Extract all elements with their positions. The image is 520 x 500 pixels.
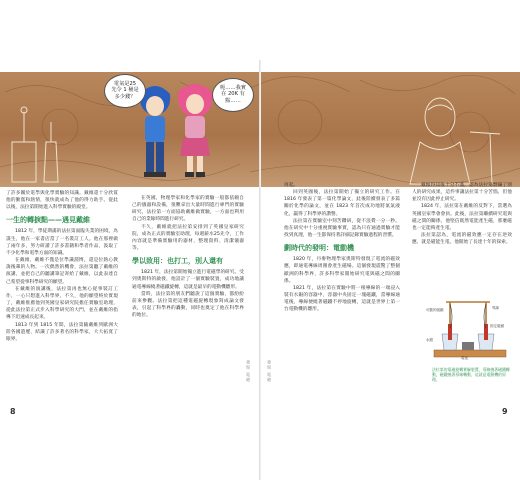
text-column-1 <box>6 190 118 343</box>
page-number-left: 8 <box>10 407 16 416</box>
paragraph: 1813 年到 1815 年間，法拉第隨戴維到歐洲大陸各國遊歷，結識了許多著名的科學家，大大拓寬了眼界。 <box>6 322 118 342</box>
girl-character <box>178 84 213 177</box>
paragraph: 回到英國後，法拉第開始了獨立的研究工作。在 1816 年發表了第一篇化學論文，此後陸續發表了多篇關於化學的論文，並在 1823 年首次成功地將氯氣液化，贏得了科學界的讚譽。 <box>284 190 400 217</box>
section-heading: 劃時代的發明：電動機 <box>284 244 354 253</box>
bubble-text: 點…… <box>225 97 241 104</box>
bubble-text: 在 20K 有 <box>221 91 245 98</box>
diagram-label: 電池 <box>461 356 468 360</box>
paragraph: 法拉第認為，電流的磁效應一定存在逆效應，就是磁能生電。他開始了長達十年的探索。 <box>412 233 512 246</box>
bubble-text: 先令 1 桶是 <box>111 87 139 94</box>
paragraph: 1824 年，法拉第在戴維的反對下，當選為英國皇家學會會員。此後，法拉第繼續研究電與磁之間的關係，他堅信既然電能產生磁，那麼磁也一定能夠產生電。 <box>412 204 512 231</box>
running-footer-right: 發現 電磁 <box>267 360 272 383</box>
text-column-4 <box>412 182 512 246</box>
running-footer-left: 發現 電磁 <box>246 360 251 383</box>
paragraph: 戴維得知後十分不滿，認為法拉第剽竊了別人的研究成果，這件事讓法拉第十分苦惱，但他並沒有因此停止研究。 <box>412 183 512 203</box>
section-heading: 學以致用：也打工，別人還有 <box>132 257 223 266</box>
paragraph: 1821 年，法拉第在實驗中將一根導線的一端浸入裝有水銀的容器中，容器中央固定一塊磁鐵，當導線通電後，導線便繞著磁鐵不停地旋轉，這就是世界上第一台電動機的雛形。 <box>284 285 400 313</box>
diagram-label: 可動的磁鐵 <box>426 308 444 312</box>
speech-bubble-left <box>104 74 146 108</box>
motor-diagram <box>428 294 512 362</box>
bubble-text: 呃……我實 <box>220 85 246 91</box>
paragraph: 不久，戴維就把法拉第安排到了英國皇家研究院，成為正式的實驗室助理，每週薪水25先令，工作內容就是準備實驗用的器材、整理資料、清潔儀器等。 <box>132 224 244 252</box>
page-gutter <box>259 60 261 480</box>
speech-bubble-right <box>212 78 254 112</box>
paragraph: 再起。 <box>284 183 299 188</box>
paragraph: 1812 年，學徒期滿的法拉第面臨失業的困境，為謀生，他在一家書店當了一名裝訂工人。他在那裡做了兩年多，努力研讀了許多書籍和學者作品，汲取了不少化學和電學方面的知識。 <box>6 229 118 256</box>
paragraph: 在戴維的演講後，法拉第再也無心從事裝訂工作，一心只想進入科學界，不久，他的願望終於實現了，戴維推薦他到英國皇家研究院擔任實驗室助理，從此法拉第正式步入科學研究的大門，並在戴維的指導下迅速成長起來。 <box>6 286 118 321</box>
paragraph: 在英國，物理學家和化學家的實驗一般都依賴自己的儀器和設備，很難拿出大量時間進行專門的實驗研究，法拉第一方面協助戴維做實驗，一方面也利用自己的業餘時間進行研究。 <box>132 196 244 223</box>
text-column-3 <box>284 182 400 314</box>
bubble-text: 電氣是25 <box>113 81 137 87</box>
diagram-label: 水銀 <box>426 338 433 342</box>
paragraph: 了許多關於電學與化學實驗的知識。戴維還十分欣賞他的勤奮和熱情，很快就成為了他的得力助手。從此以後，法拉第開始進入科學實驗的殿堂。 <box>6 191 118 211</box>
paragraph: 當時，法拉第的朋友們聽說了這個實驗，都紛紛前來參觀。法拉第把這種電磁旋轉現象寫成論文發表，引起了科學界的轟動，同時也奠定了他在科學界的地位。 <box>132 291 244 319</box>
section-heading: 一生的轉捩點——遇見戴維 <box>6 216 90 225</box>
paragraph: 在戴維，戴維不僅是位學識淵博，還是位熱心教誨後輩的人物。一次偶然的機會，法拉第聽了戴維的演講，並把自己的聽講筆記寄給了戴維，以此表達自己希望從事科學研究的願望。 <box>6 258 118 285</box>
page-number-right: 9 <box>502 407 508 416</box>
paragraph: 法拉第在實驗室中刻苦鑽研，從不浪費一分一秒。他在研究中十分重視實驗事實，認為只有通過實驗才能找到真理，他一生都保持著詳細記錄實驗過程的習慣。 <box>284 218 400 239</box>
text-column-2 <box>132 195 244 319</box>
bubble-text: 多少錢？ <box>114 93 136 100</box>
paragraph: 1820 年，丹麥物理學家奧斯特發現了電流的磁效應，即通電導線周圍會產生磁場。這個發現震驚了整個歐洲的科學界，許多科學家開始研究電與磁之間的關係。 <box>284 257 400 284</box>
diagram-label: 固定磁鐵 <box>490 324 504 328</box>
figure-caption: 法拉第的電磁旋轉實驗裝置，導線繞著磁鐵轉動，磁鐵繞著導線轉動，這就是電動機的原理。 <box>432 367 510 383</box>
paragraph: 1821 年，法拉第開始獨立進行電磁學的研究。受到奧斯特的啟發，他設計了一個實驗裝置，成功地讓通電導線繞著磁鐵旋轉，這就是最早的電動機雛形。 <box>132 270 244 290</box>
diagram-label: 導線 <box>492 306 499 310</box>
boy-character <box>140 86 170 177</box>
